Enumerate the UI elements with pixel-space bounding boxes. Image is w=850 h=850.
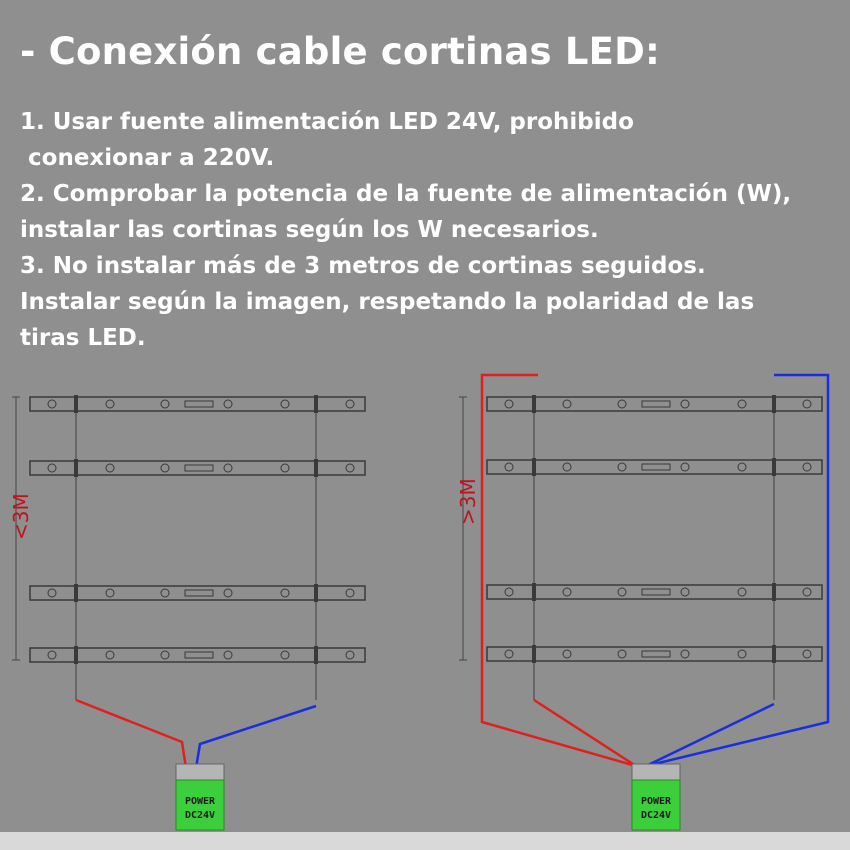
power-supply-right	[632, 764, 680, 830]
led-strip	[30, 584, 365, 602]
power-label: POWER	[184, 796, 216, 807]
bottom-band	[0, 832, 850, 850]
voltage-label: DC24V	[184, 810, 216, 821]
led-strip	[487, 645, 822, 663]
led-strip	[30, 646, 365, 664]
instruction-line: tiras LED.	[20, 325, 146, 351]
negative-wire	[196, 706, 316, 768]
positive-wire	[76, 700, 186, 768]
positive-wire	[482, 375, 636, 766]
instruction-line: Instalar según la imagen, respetando la polaridad de las	[20, 289, 755, 315]
positive-wire	[534, 700, 636, 766]
led-strip	[30, 459, 365, 477]
diagram-right	[456, 375, 828, 830]
dimension-label-right: >3M	[456, 478, 480, 525]
dimension-label-left: <3M	[9, 493, 33, 540]
dimension-marker-right	[459, 397, 467, 660]
led-strip	[30, 395, 365, 413]
page-title: - Conexión cable cortinas LED:	[20, 30, 661, 73]
diagram-left	[9, 395, 365, 830]
negative-wire	[646, 704, 774, 766]
led-strip	[487, 395, 822, 413]
instruction-line: 3. No instalar más de 3 metros de cortinas seguidos.	[20, 253, 706, 279]
power-supply-left	[176, 764, 224, 830]
instruction-line: 2. Comprobar la potencia de la fuente de alimentación (W),	[20, 181, 792, 207]
negative-wire	[646, 375, 828, 766]
instruction-line: 1. Usar fuente alimentación LED 24V, prohibido	[20, 109, 634, 135]
power-label: POWER	[640, 796, 672, 807]
led-strip	[487, 583, 822, 601]
voltage-label: DC24V	[640, 810, 672, 821]
led-strip	[487, 458, 822, 476]
instruction-line: conexionar a 220V.	[20, 145, 275, 171]
instruction-line: instalar las cortinas según los W necesarios.	[20, 217, 599, 243]
